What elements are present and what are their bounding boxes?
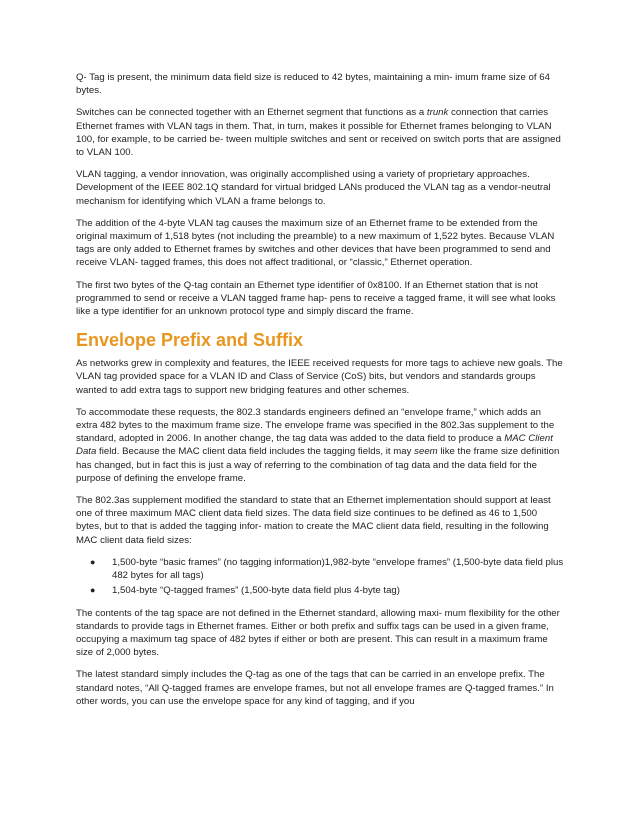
paragraph-tag-space: The contents of the tag space are not defined in the Ethernet standard, allowing maxi- mum flexibility for the other standards to provide tags in Ethernet frames. Either or both prefix and suffix tags can be used in a given frame, occupying a maximum tag space of 482 bytes if either or both are present. This can result in a maximum frame size of 2,000 bytes. (76, 607, 560, 659)
paragraph-trunk (76, 106, 564, 159)
list-item: ● 1,500-byte “basic frames” (no tagging information)1,982-byte “envelope frames” (1,500-byte data field plus 482 bytes for all tags) (90, 556, 564, 582)
paragraph-envelope-frame (76, 406, 564, 485)
mac-client-data-term: MAC Client Data (76, 433, 553, 458)
list-item: ● 1,504-byte “Q-tagged frames” (1,500-byte data field plus 4-byte tag) (90, 585, 400, 597)
paragraph-networks-complexity: As networks grew in complexity and features, the IEEE received requests for more tags to achieve new goals. The VLAN tag provided space for a VLAN ID and Class of Service (CoS) bits, but vendors and standards groups wanted to add extra tags to support new bridging features and other schemes. (76, 358, 563, 396)
paragraph-q-tag-minimum: Q- Tag is present, the minimum data field size is reduced to 42 bytes, maintaining a min- imum frame size of 64 bytes. (76, 72, 550, 97)
paragraph-envelope-text-a: To accommodate these requests, the 802.3 standards engineers defined an “envelope frame,” which adds an extra 482 bytes to the maximum frame size. The envelope frame was specified in the 802.3as supplement to the standard, adopted in 2006. In another change, the tag data was added to the data field to produce a (76, 406, 555, 445)
paragraph-latest-standard: The latest standard simply includes the Q-tag as one of the tags that can be carried in an envelope prefix. The standard notes, “All Q-tagged frames are envelope frames, but not all envelope frames are Q-tagged frames.” In other words, you can use the envelope space for any kind of tagging, and if you (76, 669, 554, 707)
section-heading: Envelope Prefix and Suffix (76, 330, 304, 351)
paragraph-trunk-text-a: Switches can be connected together with an Ethernet segment that functions as a (76, 107, 427, 119)
seem-term: seem (414, 446, 438, 458)
paragraph-vlan-tagging: VLAN tagging, a vendor innovation, was originally accomplished using a variety of proprietary approaches. Development of the IEEE 802.1Q standard for virtual bridged LANs produced the VLAN tag as a vendor-neutral mechanism for identifying which VLAN a frame belongs to. (76, 169, 551, 207)
paragraph-trunk-text-b: connection that carries Ethernet frames with VLAN tags in them. That, in turn, makes it possible for Ethernet frames belonging to VLAN 100, for example, to be carried be- tween multiple switches and sent or received on switch ports that are assigned to VLAN 100. (76, 107, 561, 159)
paragraph-802-3as: The 802.3as supplement modified the standard to state that an Ethernet implementation should support at least one of three maximum MAC client data field sizes. The data field size continues to be defined as 46 to 1,500 bytes, but to that is added the tagging infor- mation to create the MAC client data field, resulting in the following MAC client data field sizes: (76, 495, 551, 546)
frame-size-list (76, 556, 564, 598)
paragraph-envelope-text-b: field. Because the MAC client data field includes the tagging fields, it may (96, 446, 415, 458)
paragraph-q-tag-type: The first two bytes of the Q-tag contain an Ethernet type identifier of 0x8100. If an Ethernet station that is not programmed to send or receive a VLAN tagged frame hap- pens to receive a tagged frame, it will see what looks like a type identifier for an unknown protocol type and simply discard the frame. (76, 279, 556, 318)
paragraph-envelope-text-c: like the frame size definition has changed, but in fact this is just a way of referring to the combination of tag data and the data field for the purpose of defining the envelope frame. (76, 446, 560, 484)
bullet-icon: ● (90, 556, 96, 567)
paragraph-vlan-tag-size: The addition of the 4-byte VLAN tag causes the maximum size of an Ethernet frame to be extended from the original maximum of 1,518 bytes (not including the preamble) to a new maximum of 1,522 bytes. Because VLAN tags are only added to Ethernet frames by switches and other devices that have been programmed to send and receive VLAN- tagged frames, this does not affect traditional, or “classic,” Ethernet operation. (76, 217, 555, 269)
trunk-term: trunk (426, 107, 449, 119)
bullet-icon: ● (90, 585, 96, 596)
document-body (76, 71, 564, 717)
